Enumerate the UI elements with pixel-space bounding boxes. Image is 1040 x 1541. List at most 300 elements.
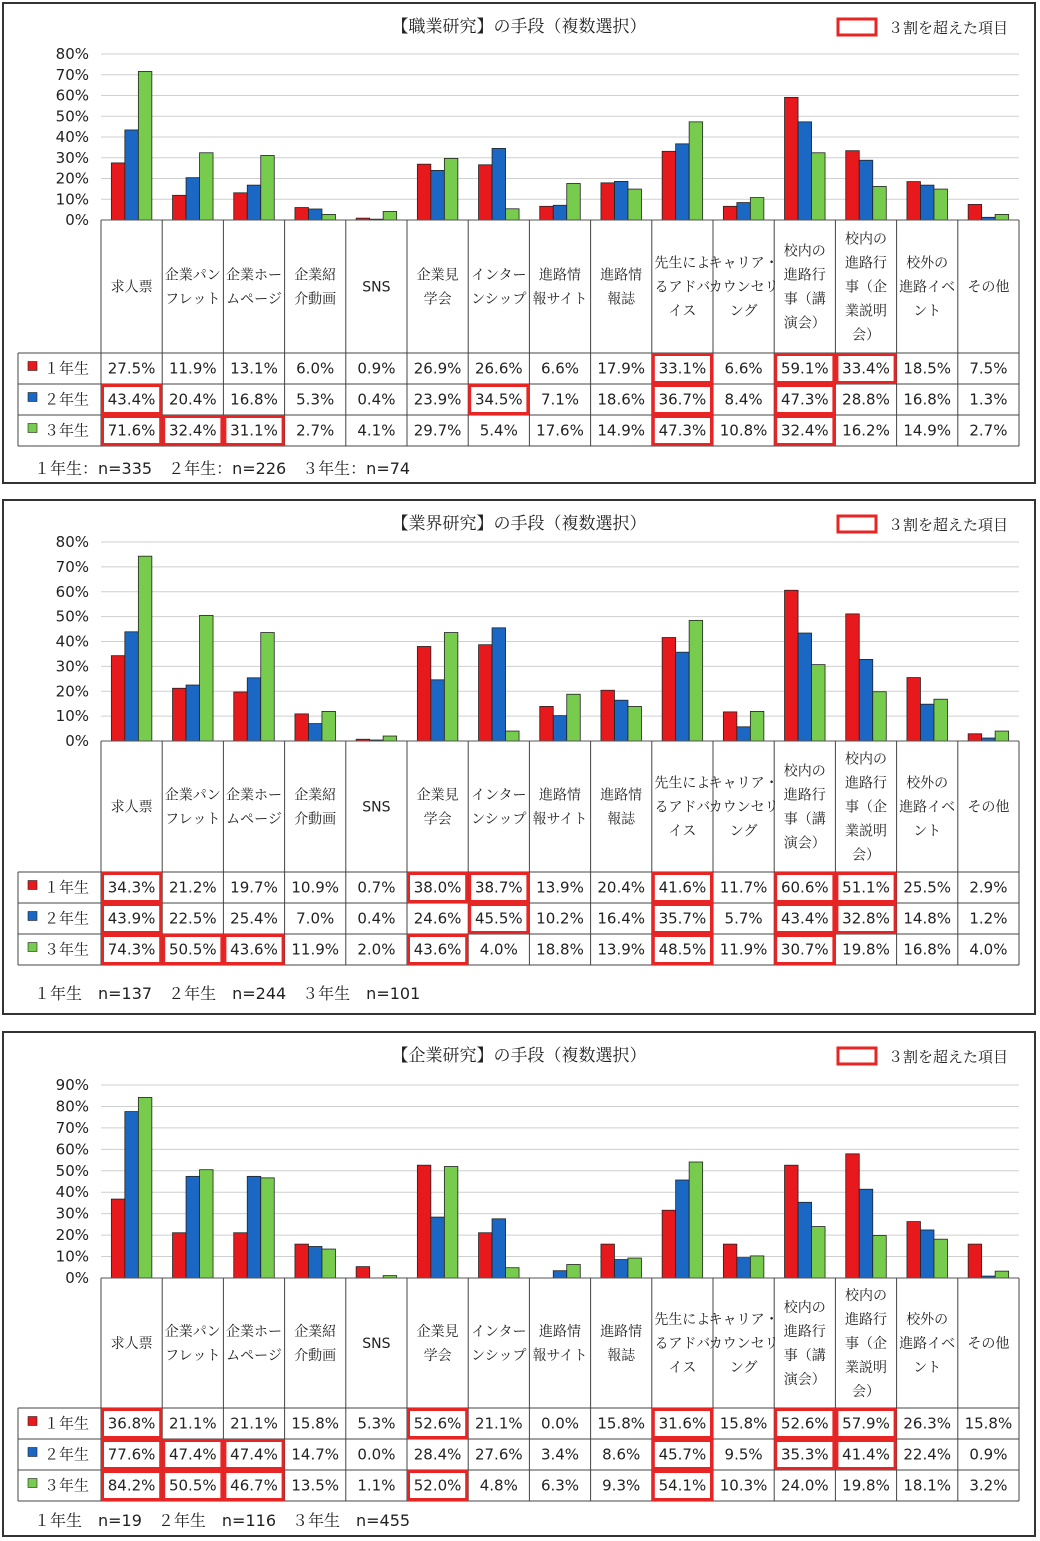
category-label: 進路行 <box>783 1324 826 1340</box>
bar-y1 <box>540 706 554 741</box>
data-value-label: 0.0% <box>540 1414 580 1433</box>
category-label: フレット <box>165 1348 221 1364</box>
bar-y2 <box>737 203 751 220</box>
data-value-label: 43.4% <box>780 909 829 928</box>
data-value-label: 6.6% <box>724 359 763 378</box>
chart-panel-occupation <box>2 2 1036 484</box>
category-label: 報サイト <box>532 1348 588 1364</box>
data-value-label: 11.9% <box>168 359 217 378</box>
data-value-label: 20.4% <box>168 390 217 409</box>
data-value-label: 84.2% <box>107 1476 156 1495</box>
bar-y3 <box>934 699 948 741</box>
row-label: １年生 <box>44 359 90 378</box>
bar-y2 <box>737 1258 751 1278</box>
bar-y3 <box>689 122 703 220</box>
row-label: ２年生 <box>44 909 90 928</box>
bar-y3 <box>200 153 214 220</box>
bar-y1 <box>907 182 921 220</box>
category-label: 報誌 <box>607 1348 636 1364</box>
y-tick-label: 80% <box>55 533 89 551</box>
bar-y1 <box>968 734 982 741</box>
data-value-label: 45.7% <box>658 1445 707 1464</box>
data-value-label: 59.1% <box>780 359 829 378</box>
y-tick-label: 10% <box>55 1247 89 1266</box>
row-legend-swatch <box>28 1479 37 1488</box>
bar-y3 <box>567 1264 581 1278</box>
category-label: 求人票 <box>110 1336 153 1352</box>
bar-y1 <box>234 692 248 741</box>
data-value-label: 46.7% <box>230 1476 278 1495</box>
data-value-label: 8.4% <box>724 390 763 409</box>
category-label: 進路行 <box>845 775 887 792</box>
data-value-label: 23.9% <box>413 390 462 409</box>
data-value-label: 11.9% <box>719 940 768 959</box>
bar-y3 <box>995 1271 1009 1278</box>
category-label: その他 <box>967 279 1010 296</box>
legend-label: ３割を超えた項目 <box>888 19 1009 37</box>
category-label: 求人票 <box>110 279 153 296</box>
data-value-label: 15.8% <box>597 1414 646 1433</box>
bar-y3 <box>689 1162 703 1278</box>
legend-highlight-swatch <box>838 1048 876 1064</box>
bar-y1 <box>968 204 982 220</box>
category-label: るアドバ <box>654 279 711 296</box>
data-value-label: 41.4% <box>842 1445 890 1464</box>
data-value-label: 5.7% <box>724 909 763 928</box>
category-label: 進路イベ <box>899 799 956 816</box>
category-label: 企業見 <box>416 787 459 804</box>
bar-y2 <box>737 727 751 741</box>
category-label: ンシップ <box>471 291 527 308</box>
bar-y2 <box>125 1112 139 1278</box>
y-tick-label: 0% <box>65 732 89 750</box>
chart-industry-research <box>4 501 1034 1013</box>
bar-y3 <box>934 189 948 220</box>
bar-y1 <box>479 165 493 220</box>
data-value-label: 13.5% <box>291 1476 340 1495</box>
category-label: るアドバ <box>654 1336 711 1352</box>
y-tick-label: 50% <box>55 107 89 126</box>
bar-y2 <box>614 181 628 220</box>
category-label: 進路情 <box>539 787 581 804</box>
legend-label: ３割を超えた項目 <box>888 1048 1009 1066</box>
category-label: 企業パン <box>164 787 221 804</box>
category-label: ムページ <box>226 1348 282 1364</box>
bar-y2 <box>553 1271 567 1278</box>
data-value-label: 18.6% <box>597 390 646 409</box>
data-value-label: 21.1% <box>168 1414 217 1433</box>
data-value-label: 27.5% <box>107 359 156 378</box>
data-value-label: 5.3% <box>296 390 335 409</box>
data-value-label: 32.4% <box>780 421 829 440</box>
category-label: るアドバ <box>654 799 711 816</box>
data-value-label: 10.9% <box>291 878 340 897</box>
data-value-label: 77.6% <box>107 1445 156 1464</box>
data-value-label: 31.1% <box>230 421 278 440</box>
data-value-label: 43.4% <box>107 390 156 409</box>
data-value-label: 19.8% <box>842 1476 890 1495</box>
chart-title: 【職業研究】の手段（複数選択） <box>391 17 647 37</box>
category-label: 進路行 <box>783 787 826 804</box>
data-value-label: 34.3% <box>107 878 156 897</box>
bar-y3 <box>138 71 152 220</box>
category-label: 校内の <box>845 231 887 248</box>
row-label: ３年生 <box>44 1476 90 1495</box>
bar-y3 <box>812 665 826 741</box>
row-label: ３年生 <box>44 421 90 440</box>
category-label: 進路情 <box>600 1324 643 1340</box>
y-tick-label: 30% <box>55 1204 89 1223</box>
data-value-label: 60.6% <box>780 878 829 897</box>
category-label: ント <box>913 823 942 840</box>
data-value-label: 35.3% <box>780 1445 829 1464</box>
data-value-label: 48.5% <box>658 940 707 959</box>
data-value-label: 2.0% <box>357 940 396 959</box>
data-value-label: 47.3% <box>658 421 707 440</box>
bar-y3 <box>200 1170 214 1278</box>
data-value-label: 28.8% <box>842 390 890 409</box>
data-value-label: 21.2% <box>168 878 217 897</box>
data-value-label: 3.2% <box>969 1476 1008 1495</box>
bar-y1 <box>601 1244 615 1278</box>
category-label: 校内の <box>845 751 887 768</box>
category-label: 企業紹 <box>294 1324 337 1340</box>
data-value-label: 20.4% <box>597 878 646 897</box>
bar-y1 <box>295 1244 309 1278</box>
legend-label: ３割を超えた項目 <box>888 516 1009 534</box>
data-value-label: 1.3% <box>969 390 1008 409</box>
category-label: 介動画 <box>294 1348 337 1364</box>
data-value-label: 0.0% <box>357 1445 396 1464</box>
bar-y1 <box>173 688 187 741</box>
data-value-label: 2.7% <box>296 421 335 440</box>
bar-y3 <box>138 1097 152 1278</box>
category-label: 企業パン <box>164 1324 221 1340</box>
data-value-label: 4.0% <box>479 940 518 959</box>
data-value-label: 8.6% <box>602 1445 641 1464</box>
bar-y3 <box>995 731 1009 741</box>
category-label: 企業紹 <box>294 787 337 804</box>
bar-y1 <box>295 208 309 220</box>
data-value-label: 9.3% <box>602 1476 641 1495</box>
data-value-label: 0.9% <box>969 1445 1008 1464</box>
category-label: 校内の <box>783 763 826 780</box>
sample-size-footnote: １年生：n=335 ２年生：n=226 ３年生：n=74 <box>34 459 411 478</box>
bar-y2 <box>125 130 139 220</box>
bar-y1 <box>968 1244 982 1278</box>
data-value-label: 4.8% <box>479 1476 518 1495</box>
data-value-label: 16.8% <box>230 390 278 409</box>
data-value-label: 25.4% <box>230 909 278 928</box>
category-label: 業説明 <box>845 1360 887 1376</box>
data-value-label: 0.4% <box>357 909 396 928</box>
data-value-label: 16.8% <box>903 940 952 959</box>
bar-y2 <box>247 678 261 741</box>
category-label: 介動画 <box>294 291 337 308</box>
bar-y2 <box>920 704 934 741</box>
data-value-label: 0.9% <box>357 359 396 378</box>
category-label: ント <box>913 303 942 320</box>
category-label: 事（講 <box>783 811 826 828</box>
category-label: 企業ホー <box>226 267 282 284</box>
data-value-label: 38.0% <box>413 878 462 897</box>
data-value-label: 13.1% <box>230 359 278 378</box>
category-label: 進路情 <box>600 787 643 804</box>
category-label: ンシップ <box>471 1348 527 1364</box>
bar-y1 <box>601 690 615 741</box>
category-label: インター <box>471 1324 527 1340</box>
bar-y1 <box>356 1267 370 1278</box>
y-tick-label: 50% <box>55 607 89 626</box>
y-tick-label: 10% <box>55 707 89 726</box>
bar-y1 <box>417 646 431 741</box>
data-value-label: 43.6% <box>230 940 278 959</box>
data-value-label: 52.6% <box>413 1414 462 1433</box>
bar-y3 <box>873 692 887 741</box>
data-value-label: 14.9% <box>903 421 952 440</box>
bar-y3 <box>261 633 275 741</box>
data-value-label: 15.8% <box>291 1414 340 1433</box>
y-tick-label: 80% <box>55 1097 89 1116</box>
row-label: ２年生 <box>44 390 90 409</box>
bar-y2 <box>308 209 322 220</box>
data-value-label: 29.7% <box>413 421 462 440</box>
bar-y3 <box>383 736 397 741</box>
category-label: 会） <box>852 1384 880 1400</box>
bar-y2 <box>676 652 690 741</box>
bar-y1 <box>846 614 860 741</box>
y-tick-label: 30% <box>55 148 89 167</box>
category-label: その他 <box>967 799 1010 816</box>
data-value-label: 19.8% <box>842 940 890 959</box>
bar-y3 <box>322 711 336 741</box>
bar-y2 <box>247 185 261 220</box>
data-value-label: 7.5% <box>969 359 1008 378</box>
category-label: 進路情 <box>600 267 643 284</box>
bar-y2 <box>798 122 812 220</box>
category-label: 進路行 <box>845 255 887 272</box>
data-value-label: 15.8% <box>719 1414 768 1433</box>
category-label: カウンセリ <box>708 1336 779 1352</box>
bar-y2 <box>492 628 506 741</box>
category-label: キャリア・ <box>708 1312 779 1328</box>
bar-y1 <box>846 151 860 220</box>
bar-y2 <box>186 178 200 220</box>
data-value-label: 32.8% <box>842 909 890 928</box>
data-value-label: 71.6% <box>107 421 156 440</box>
data-value-label: 34.5% <box>474 390 523 409</box>
bar-y1 <box>540 206 554 220</box>
bar-y3 <box>750 1256 764 1278</box>
bar-y2 <box>920 1230 934 1278</box>
row-legend-swatch <box>28 912 37 921</box>
data-value-label: 35.7% <box>658 909 707 928</box>
data-value-label: 14.7% <box>291 1445 340 1464</box>
bar-y1 <box>662 151 676 220</box>
category-label: 演会） <box>783 315 826 332</box>
bar-y3 <box>322 214 336 220</box>
data-value-label: 13.9% <box>597 940 646 959</box>
data-value-label: 28.4% <box>413 1445 462 1464</box>
data-value-label: 21.1% <box>230 1414 278 1433</box>
data-value-label: 51.1% <box>842 878 890 897</box>
bar-y1 <box>785 1165 799 1278</box>
bar-y3 <box>506 731 520 741</box>
data-value-label: 2.9% <box>969 878 1008 897</box>
data-value-label: 27.6% <box>474 1445 523 1464</box>
row-legend-swatch <box>28 362 37 371</box>
bar-y2 <box>798 1202 812 1278</box>
bar-y3 <box>138 556 152 741</box>
bar-y1 <box>173 195 187 220</box>
data-value-label: 26.6% <box>474 359 523 378</box>
category-label: イス <box>668 823 697 840</box>
data-value-label: 11.7% <box>719 878 768 897</box>
category-label: イス <box>668 303 697 320</box>
bar-y1 <box>479 1233 493 1278</box>
y-tick-label: 70% <box>55 1118 89 1137</box>
y-tick-label: 80% <box>55 45 89 63</box>
bar-y2 <box>492 148 506 220</box>
data-value-label: 0.7% <box>357 878 396 897</box>
category-label: 進路情 <box>539 267 581 284</box>
data-value-label: 6.6% <box>540 359 580 378</box>
row-label: ２年生 <box>44 1445 90 1464</box>
data-value-label: 16.4% <box>597 909 646 928</box>
category-label: 事（企 <box>845 1336 887 1352</box>
row-legend-swatch <box>28 943 37 952</box>
category-label: 学会 <box>423 291 452 308</box>
data-value-label: 10.3% <box>719 1476 768 1495</box>
bar-y3 <box>873 1236 887 1278</box>
category-label: 報サイト <box>532 811 588 828</box>
y-tick-label: 20% <box>55 1226 89 1245</box>
category-label: ンシップ <box>471 811 527 828</box>
bar-y3 <box>628 189 642 220</box>
chart-panel-industry <box>2 499 1036 1015</box>
y-tick-label: 90% <box>55 1076 89 1094</box>
row-legend-swatch <box>28 393 37 402</box>
category-label: キャリア・ <box>708 255 779 272</box>
bar-y3 <box>689 620 703 741</box>
category-label: 進路イベ <box>899 1336 956 1352</box>
y-tick-label: 60% <box>55 86 89 105</box>
data-value-label: 6.0% <box>296 359 335 378</box>
data-value-label: 52.0% <box>413 1476 462 1495</box>
bar-y2 <box>186 1176 200 1278</box>
category-label: 業説明 <box>845 303 887 320</box>
bar-y2 <box>553 205 567 220</box>
y-tick-label: 30% <box>55 657 89 676</box>
category-label: その他 <box>967 1336 1010 1352</box>
category-label: 校内の <box>845 1288 887 1304</box>
bar-y1 <box>907 1222 921 1278</box>
bar-y3 <box>444 1166 458 1278</box>
category-label: フレット <box>165 811 221 828</box>
data-value-label: 10.2% <box>536 909 584 928</box>
data-value-label: 15.8% <box>964 1414 1013 1433</box>
bar-y2 <box>431 680 445 741</box>
bar-y3 <box>200 615 214 741</box>
data-value-label: 16.8% <box>903 390 952 409</box>
data-value-label: 47.3% <box>780 390 829 409</box>
category-label: 事（講 <box>783 291 826 308</box>
data-value-label: 6.3% <box>540 1476 580 1495</box>
bar-y1 <box>234 1233 248 1278</box>
row-legend-swatch <box>28 1417 37 1426</box>
category-label: 校外の <box>906 775 949 792</box>
chart-company-research <box>4 1033 1034 1535</box>
bar-y3 <box>628 706 642 741</box>
data-value-label: 47.4% <box>230 1445 278 1464</box>
bar-y3 <box>628 1258 642 1278</box>
data-value-label: 31.6% <box>658 1414 707 1433</box>
y-tick-label: 50% <box>55 1161 89 1180</box>
data-value-label: 7.1% <box>540 390 580 409</box>
data-value-label: 3.4% <box>540 1445 580 1464</box>
data-value-label: 54.1% <box>658 1476 707 1495</box>
legend-highlight-swatch <box>838 19 876 35</box>
bar-y3 <box>261 1178 275 1278</box>
category-label: カウンセリ <box>708 799 779 816</box>
bar-y2 <box>614 700 628 741</box>
bar-y1 <box>723 712 737 741</box>
data-value-label: 36.7% <box>658 390 707 409</box>
category-label: 学会 <box>423 811 452 828</box>
bar-y3 <box>812 153 826 220</box>
category-label: 求人票 <box>110 799 153 816</box>
bar-y3 <box>995 214 1009 220</box>
data-value-label: 16.2% <box>842 421 890 440</box>
y-tick-label: 20% <box>55 169 89 188</box>
row-label: １年生 <box>44 1414 90 1433</box>
bar-y2 <box>859 659 873 741</box>
data-value-label: 32.4% <box>168 421 217 440</box>
data-value-label: 50.5% <box>168 940 217 959</box>
category-label: 企業ホー <box>226 1324 282 1340</box>
data-value-label: 14.8% <box>903 909 952 928</box>
y-tick-label: 20% <box>55 682 89 701</box>
data-value-label: 5.3% <box>357 1414 396 1433</box>
bar-y3 <box>567 694 581 741</box>
legend-highlight-swatch <box>838 516 876 532</box>
data-value-label: 41.6% <box>658 878 707 897</box>
bar-y3 <box>567 183 581 220</box>
bar-y1 <box>723 206 737 220</box>
category-label: 報誌 <box>607 291 636 308</box>
category-label: 企業見 <box>416 267 459 284</box>
bar-y1 <box>111 1199 125 1278</box>
y-tick-label: 70% <box>55 65 89 84</box>
data-value-label: 18.8% <box>536 940 584 959</box>
category-label: SNS <box>362 799 391 816</box>
bar-y3 <box>444 633 458 741</box>
data-value-label: 50.5% <box>168 1476 217 1495</box>
category-label: 企業紹 <box>294 267 337 284</box>
category-label: 報サイト <box>532 291 588 308</box>
y-tick-label: 70% <box>55 557 89 576</box>
category-label: ング <box>729 303 758 320</box>
category-label: キャリア・ <box>708 775 779 792</box>
category-label: 校内の <box>783 1300 826 1316</box>
category-label: ムページ <box>226 811 282 828</box>
category-label: 介動画 <box>294 811 337 828</box>
category-label: 事（企 <box>845 279 887 296</box>
bar-y1 <box>785 590 799 741</box>
category-label: 演会） <box>783 1372 826 1388</box>
data-value-label: 10.8% <box>719 421 768 440</box>
bar-y2 <box>186 685 200 741</box>
